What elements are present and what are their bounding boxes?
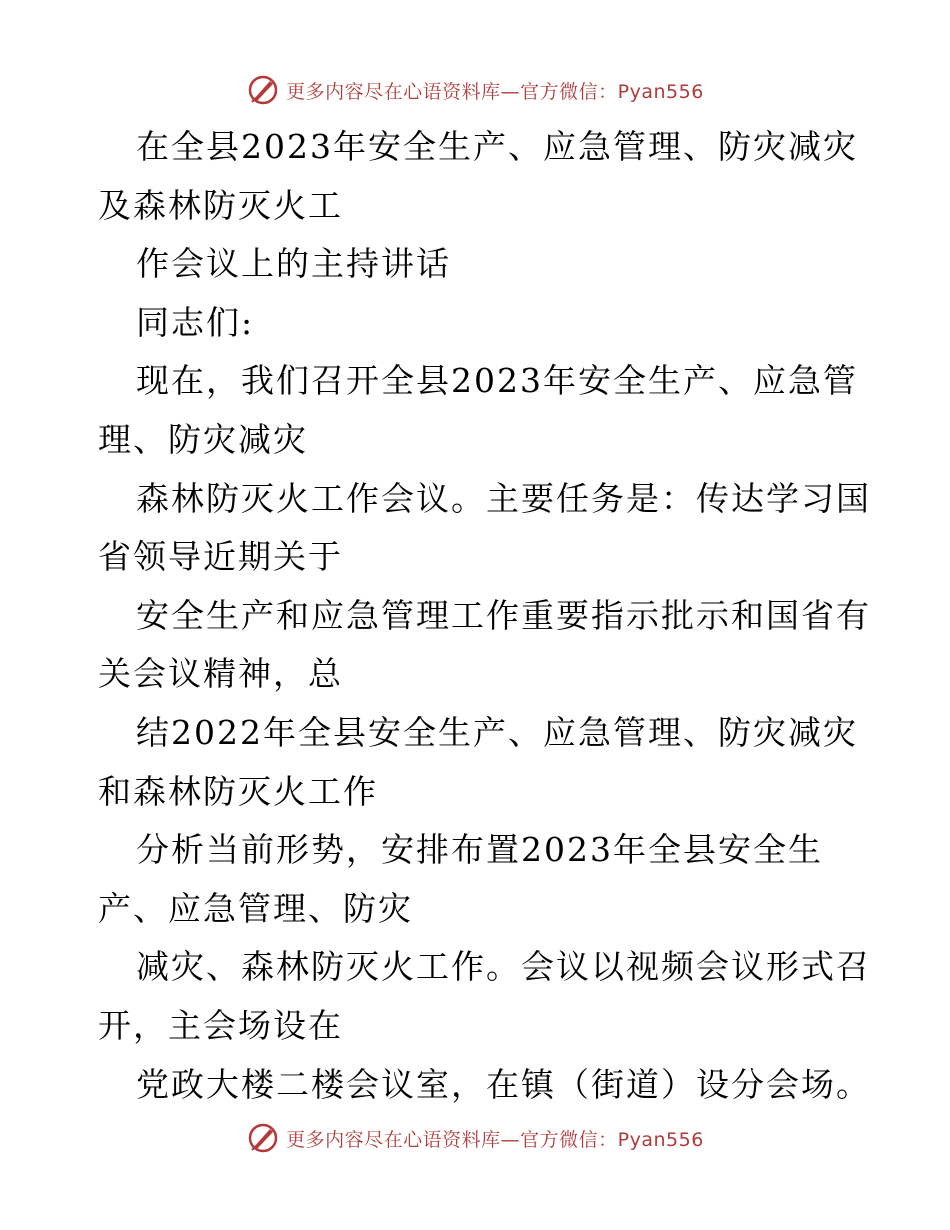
text-line: 关会议精神，总: [98, 654, 343, 694]
text-line: 森林防灭火工作会议。主要任务是：传达学习国: [136, 478, 871, 518]
text-line: 党政大楼二楼会议室，在镇（街道）设分会场。: [136, 1064, 871, 1104]
text-line: 在全县2023年安全生产、应急管理、防灾减灾: [136, 127, 858, 166]
text-line: 分析当前形势，安排布置2023年全县安全生: [136, 830, 823, 870]
footer-watermark: [0, 1118, 950, 1158]
text-line: 理、防灾减灾: [98, 419, 308, 459]
text-line: 产、应急管理、防灾: [98, 888, 413, 928]
quill-logo-icon: [246, 73, 280, 107]
text-line: 现在，我们召开全县2023年安全生产、应急管: [136, 361, 858, 401]
text-line: 结2022年全县安全生产、应急管理、防灾减灾: [136, 712, 858, 752]
text-line: 同志们:: [136, 302, 255, 342]
watermark-text: 更多内容尽在心语资料库—官方微信：Pyan556: [286, 80, 704, 103]
document-body: [98, 118, 871, 1114]
text-line: 安全生产和应急管理工作重要指示批示和国省有: [136, 595, 871, 635]
text-line: 减灾、森林防灭火工作。会议以视频会议形式召: [136, 947, 871, 987]
quill-logo-icon: [246, 1121, 280, 1155]
watermark-text: 更多内容尽在心语资料库—官方微信：Pyan556: [286, 1128, 704, 1151]
text-line: 和森林防灭火工作: [98, 771, 378, 811]
text-line: 作会议上的主持讲话: [136, 244, 451, 284]
text-line: 省领导近期关于: [98, 537, 343, 577]
header-watermark: [0, 70, 950, 110]
text-line: 及森林防灭火工: [98, 185, 343, 225]
text-line: 开，主会场设在: [98, 1005, 343, 1045]
